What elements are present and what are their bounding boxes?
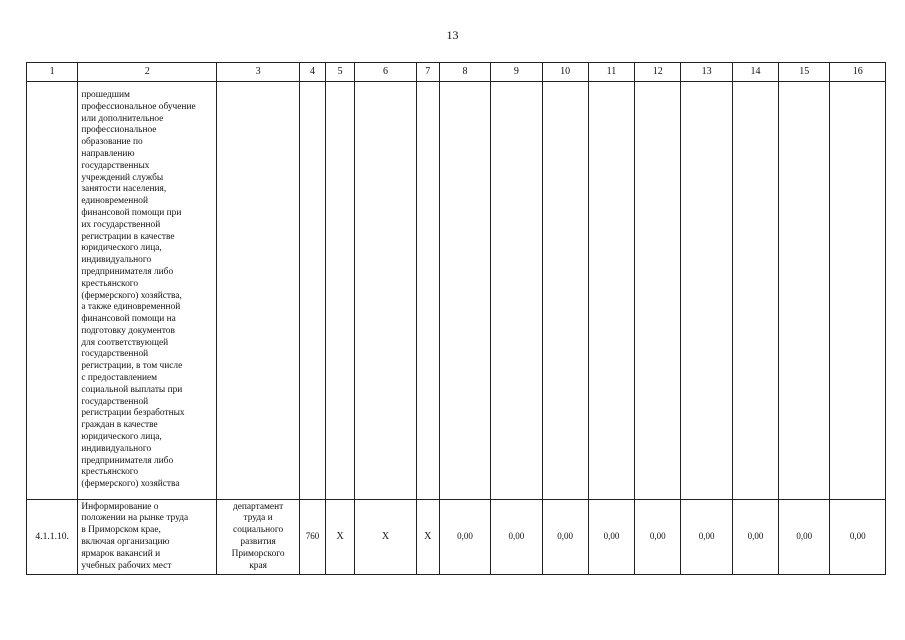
table-cell	[299, 82, 325, 500]
measure-name: Информирование о положении на рынке труда в Приморском крае, включая организацию ярмарок вакансий и учебных рабочих мест	[78, 500, 217, 575]
column-header: 7	[416, 63, 439, 82]
table-row-continued	[27, 82, 886, 500]
table-cell	[491, 82, 542, 500]
table-cell	[439, 82, 490, 500]
column-header: 11	[588, 63, 634, 82]
table-cell	[635, 82, 681, 500]
table-cell	[732, 82, 778, 500]
table-cell	[779, 82, 830, 500]
column-header: 4	[299, 63, 325, 82]
col6-value: Х	[355, 500, 416, 575]
table-cell	[542, 82, 588, 500]
measure-name-continued: прошедшим профессиональное обучение или дополнительное профессиональное образование по направлению государственных учреждений службы занятости населения, единовременной финансовой помощи при их государственной регистрации в качестве юридического лица, индивидуального предпринимателя либо крестьянского (фермерского) хозяйства, а также единовременной финансовой помощи на подготовку документов для соответствующей государственной регистрации, в том числе с предоставлением социальной выплаты при государственной регистрации безработных граждан в качестве юридического лица, индивидуального предпринимателя либо крестьянского (фермерского) хозяйства	[78, 82, 217, 500]
column-header: 10	[542, 63, 588, 82]
column-header: 13	[681, 63, 732, 82]
column-header: 16	[830, 63, 886, 82]
table-cell	[27, 82, 78, 500]
amount-col13: 0,00	[681, 500, 732, 575]
page-number: 13	[446, 28, 459, 42]
header-row	[27, 63, 886, 82]
amount-col16: 0,00	[830, 500, 886, 575]
column-header: 6	[355, 63, 416, 82]
executor: департамент труда и социального развития Приморского края	[217, 500, 300, 575]
column-header: 2	[78, 63, 217, 82]
column-header: 5	[326, 63, 355, 82]
amount-col10: 0,00	[542, 500, 588, 575]
col5-value: Х	[326, 500, 355, 575]
amount-col14: 0,00	[732, 500, 778, 575]
column-header: 9	[491, 63, 542, 82]
table-cell	[326, 82, 355, 500]
table-cell	[681, 82, 732, 500]
amount-col8: 0,00	[439, 500, 490, 575]
column-header: 14	[732, 63, 778, 82]
table-cell	[588, 82, 634, 500]
amount-col9: 0,00	[491, 500, 542, 575]
column-header: 1	[27, 63, 78, 82]
table-cell	[355, 82, 416, 500]
table-cell	[416, 82, 439, 500]
table-row	[27, 500, 886, 575]
grbs-code: 760	[299, 500, 325, 575]
column-header: 12	[635, 63, 681, 82]
table-cell	[830, 82, 886, 500]
amount-col11: 0,00	[588, 500, 634, 575]
column-header: 3	[217, 63, 300, 82]
amount-col15: 0,00	[779, 500, 830, 575]
table-cell	[217, 82, 300, 500]
col7-value: Х	[416, 500, 439, 575]
program-table	[26, 62, 886, 575]
column-header: 15	[779, 63, 830, 82]
column-header: 8	[439, 63, 490, 82]
amount-col12: 0,00	[635, 500, 681, 575]
measure-code: 4.1.1.10.	[27, 500, 78, 575]
